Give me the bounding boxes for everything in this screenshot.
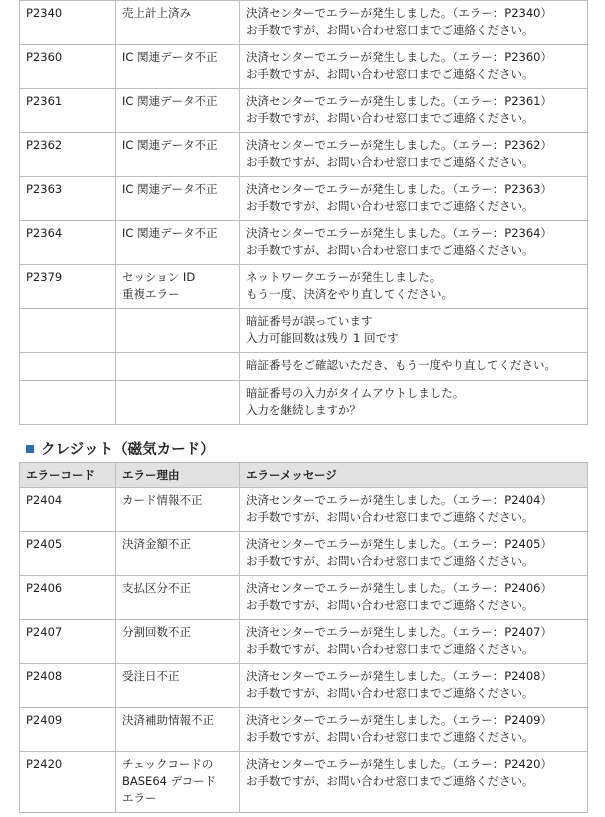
- table-row: [20, 381, 588, 425]
- error-message-line: 決済センターでエラーが発生しました。（エラー：P2360）: [246, 50, 552, 64]
- error-reason-cell: [116, 221, 240, 265]
- header-error-code: エラーコード: [20, 463, 116, 488]
- error-code-cell: P2405: [20, 532, 116, 576]
- table-row: [20, 45, 588, 89]
- error-message-cell: [240, 488, 588, 532]
- error-code-cell: P2364: [20, 221, 116, 265]
- error-message-line: 決済センターでエラーが発生しました。（エラー：P2404）: [246, 493, 552, 507]
- error-message-line: お手数ですが、お問い合わせ窓口までご連絡ください。: [246, 642, 534, 656]
- error-reason-cell: [116, 532, 240, 576]
- error-code-cell: P2407: [20, 620, 116, 664]
- error-code-cell: P2409: [20, 708, 116, 752]
- error-message-cell: [240, 1, 588, 45]
- error-reason-cell: [116, 708, 240, 752]
- error-message-cell: [240, 265, 588, 309]
- error-message-line: 決済センターでエラーが発生しました。（エラー：P2409）: [246, 713, 552, 727]
- error-message-line: お手数ですが、お問い合わせ窓口までご連絡ください。: [246, 111, 534, 125]
- error-code-cell: P2406: [20, 576, 116, 620]
- error-message-cell: [240, 309, 588, 353]
- error-message-cell: [240, 664, 588, 708]
- error-message-line: 決済センターでエラーが発生しました。（エラー：P2340）: [246, 6, 552, 20]
- error-code-cell: P2360: [20, 45, 116, 89]
- error-reason-cell: [116, 133, 240, 177]
- error-table-magnetic: [19, 462, 588, 813]
- error-message-line: 暗証番号が誤っています: [246, 314, 373, 328]
- error-message-line: お手数ですが、お問い合わせ窓口までご連絡ください。: [246, 243, 534, 257]
- error-message-line: お手数ですが、お問い合わせ窓口までご連絡ください。: [246, 199, 534, 213]
- table-header-row: [20, 463, 588, 488]
- error-message-line: 決済センターでエラーが発生しました。（エラー：P2408）: [246, 669, 552, 683]
- error-message-line: もう一度、決済をやり直してください。: [246, 287, 453, 301]
- error-reason-cell: [116, 381, 240, 425]
- error-message-line: 決済センターでエラーが発生しました。（エラー：P2364）: [246, 226, 552, 240]
- error-table-magnetic-body: [20, 488, 588, 813]
- error-message-line: 決済センターでエラーが発生しました。（エラー：P2363）: [246, 182, 552, 196]
- error-code-cell: P2361: [20, 89, 116, 133]
- error-reason-line: エラー: [122, 791, 157, 805]
- error-code-cell: [20, 381, 116, 425]
- error-reason-cell: [116, 265, 240, 309]
- section-title: クレジット（磁気カード）: [41, 442, 215, 458]
- error-message-cell: [240, 752, 588, 813]
- error-message-cell: [240, 133, 588, 177]
- section-heading: [26, 438, 215, 459]
- table-row: [20, 620, 588, 664]
- error-table-ic-body: [20, 1, 588, 425]
- table-row: [20, 532, 588, 576]
- error-reason-cell: [116, 353, 240, 381]
- error-message-cell: [240, 532, 588, 576]
- error-code-cell: P2408: [20, 664, 116, 708]
- table-row: [20, 353, 588, 381]
- table-row: [20, 177, 588, 221]
- error-code-cell: [20, 353, 116, 381]
- error-message-line: お手数ですが、お問い合わせ窓口までご連絡ください。: [246, 774, 534, 788]
- error-reason-cell: [116, 620, 240, 664]
- error-message-line: お手数ですが、お問い合わせ窓口までご連絡ください。: [246, 155, 534, 169]
- error-code-cell: P2362: [20, 133, 116, 177]
- table-row: [20, 309, 588, 353]
- error-message-line: 暗証番号をご確認いただき、もう一度やり直してください。: [246, 358, 557, 372]
- error-message-cell: [240, 45, 588, 89]
- table-row: [20, 708, 588, 752]
- table-row: [20, 752, 588, 813]
- error-message-line: 決済センターでエラーが発生しました。（エラー：P2361）: [246, 94, 552, 108]
- error-message-cell: [240, 221, 588, 265]
- error-code-cell: P2363: [20, 177, 116, 221]
- error-reason-cell: [116, 1, 240, 45]
- error-reason-line: IC 関連データ不正: [122, 138, 218, 152]
- table-row: [20, 221, 588, 265]
- error-reason-line: 売上計上済み: [122, 6, 191, 20]
- error-message-line: お手数ですが、お問い合わせ窓口までご連絡ください。: [246, 510, 534, 524]
- error-message-line: 暗証番号の入力がタイムアウトしました。: [246, 386, 465, 400]
- error-reason-cell: [116, 45, 240, 89]
- error-message-line: 入力可能回数は残り 1 回です: [246, 331, 399, 345]
- error-reason-line: チェックコードの: [122, 757, 214, 771]
- error-reason-cell: [116, 89, 240, 133]
- error-reason-cell: [116, 752, 240, 813]
- error-reason-line: BASE64 デコード: [122, 774, 217, 788]
- error-reason-line: 決済補助情報不正: [122, 713, 214, 727]
- error-message-line: お手数ですが、お問い合わせ窓口までご連絡ください。: [246, 67, 534, 81]
- error-message-cell: [240, 89, 588, 133]
- error-message-line: 決済センターでエラーが発生しました。（エラー：P2407）: [246, 625, 552, 639]
- error-reason-cell: [116, 488, 240, 532]
- table-row: [20, 265, 588, 309]
- error-reason-line: IC 関連データ不正: [122, 182, 218, 196]
- error-reason-line: 分割回数不正: [122, 625, 191, 639]
- error-message-line: お手数ですが、お問い合わせ窓口までご連絡ください。: [246, 554, 534, 568]
- header-error-message: エラーメッセージ: [240, 463, 588, 488]
- table-row: [20, 576, 588, 620]
- table-row: [20, 664, 588, 708]
- error-reason-line: IC 関連データ不正: [122, 226, 218, 240]
- error-message-line: ネットワークエラーが発生しました。: [246, 270, 442, 284]
- error-message-line: 決済センターでエラーが発生しました。（エラー：P2405）: [246, 537, 552, 551]
- table-row: [20, 1, 588, 45]
- error-reason-line: IC 関連データ不正: [122, 94, 218, 108]
- error-code-cell: P2379: [20, 265, 116, 309]
- error-reason-line: 受注日不正: [122, 669, 180, 683]
- error-reason-line: 重複エラー: [122, 287, 180, 301]
- error-message-cell: [240, 381, 588, 425]
- error-message-line: お手数ですが、お問い合わせ窓口までご連絡ください。: [246, 730, 534, 744]
- error-message-line: お手数ですが、お問い合わせ窓口までご連絡ください。: [246, 598, 534, 612]
- header-error-reason: エラー理由: [116, 463, 240, 488]
- error-message-line: お手数ですが、お問い合わせ窓口までご連絡ください。: [246, 23, 534, 37]
- error-message-cell: [240, 353, 588, 381]
- error-reason-line: セッション ID: [122, 270, 196, 284]
- error-message-line: お手数ですが、お問い合わせ窓口までご連絡ください。: [246, 686, 534, 700]
- table-row: [20, 89, 588, 133]
- error-message-line: 決済センターでエラーが発生しました。（エラー：P2420）: [246, 757, 552, 771]
- table-row: [20, 488, 588, 532]
- error-message-cell: [240, 620, 588, 664]
- error-reason-cell: [116, 177, 240, 221]
- error-reason-cell: [116, 664, 240, 708]
- error-reason-cell: [116, 576, 240, 620]
- error-reason-line: カード情報不正: [122, 493, 203, 507]
- table-row: [20, 133, 588, 177]
- error-reason-cell: [116, 309, 240, 353]
- error-message-cell: [240, 708, 588, 752]
- error-message-line: 決済センターでエラーが発生しました。（エラー：P2406）: [246, 581, 552, 595]
- error-message-line: 決済センターでエラーが発生しました。（エラー：P2362）: [246, 138, 552, 152]
- error-code-cell: [20, 309, 116, 353]
- square-bullet-icon: [26, 445, 34, 453]
- error-table-ic: [19, 0, 588, 425]
- error-message-line: 入力を継続しますか？: [246, 403, 361, 417]
- error-reason-line: 決済金額不正: [122, 537, 191, 551]
- error-code-cell: P2420: [20, 752, 116, 813]
- error-code-cell: P2340: [20, 1, 116, 45]
- error-message-cell: [240, 576, 588, 620]
- error-reason-line: 支払区分不正: [122, 581, 191, 595]
- error-code-cell: P2404: [20, 488, 116, 532]
- error-message-cell: [240, 177, 588, 221]
- error-reason-line: IC 関連データ不正: [122, 50, 218, 64]
